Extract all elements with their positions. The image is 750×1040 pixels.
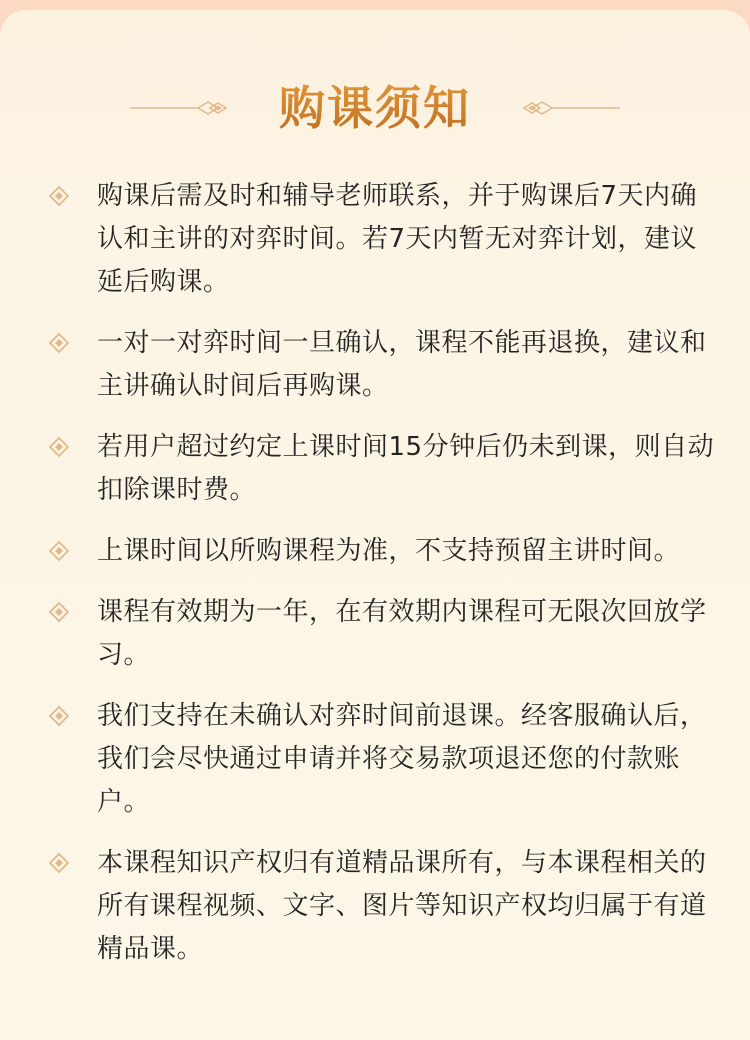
notice-text: 课程有效期为一年，在有效期内课程可无限次回放学习。: [97, 597, 707, 670]
diamond-bullet-icon: [49, 602, 69, 622]
diamond-bullet-icon: [49, 853, 69, 873]
notice-text: 本课程知识产权归有道精品课所有，与本课程相关的所有课程视频、文字、图片等知识产权均归属于有道精品课。: [97, 848, 707, 964]
notice-text: 上课时间以所购课程为准，不支持预留主讲时间。: [97, 536, 681, 566]
diamond-bullet-icon: [49, 186, 69, 206]
notice-text: 购课后需及时和辅导老师联系，并于购课后7天内确认和主讲的对弈时间。若7天内暂无对弈计划，建议延后购课。: [97, 181, 698, 297]
notice-text: 若用户超过约定上课时间15分钟后仍未到课，则自动扣除课时费。: [97, 432, 715, 505]
page-title: 购课须知: [0, 68, 750, 148]
right-diamond-divider-icon: [520, 98, 620, 118]
diamond-bullet-icon: [49, 437, 69, 457]
diamond-bullet-icon: [49, 706, 69, 726]
title-row: [0, 68, 750, 148]
notice-text: 一对一对弈时间一旦确认，课程不能再退换，建议和主讲确认时间后再购课。: [97, 328, 707, 401]
diamond-bullet-icon: [49, 541, 69, 561]
notice-card: [0, 10, 750, 1040]
diamond-bullet-icon: [49, 333, 69, 353]
notice-text: 我们支持在未确认对弈时间前退课。经客服确认后，我们会尽快通过申请并将交易款项退还您的付款账户。: [97, 701, 707, 817]
